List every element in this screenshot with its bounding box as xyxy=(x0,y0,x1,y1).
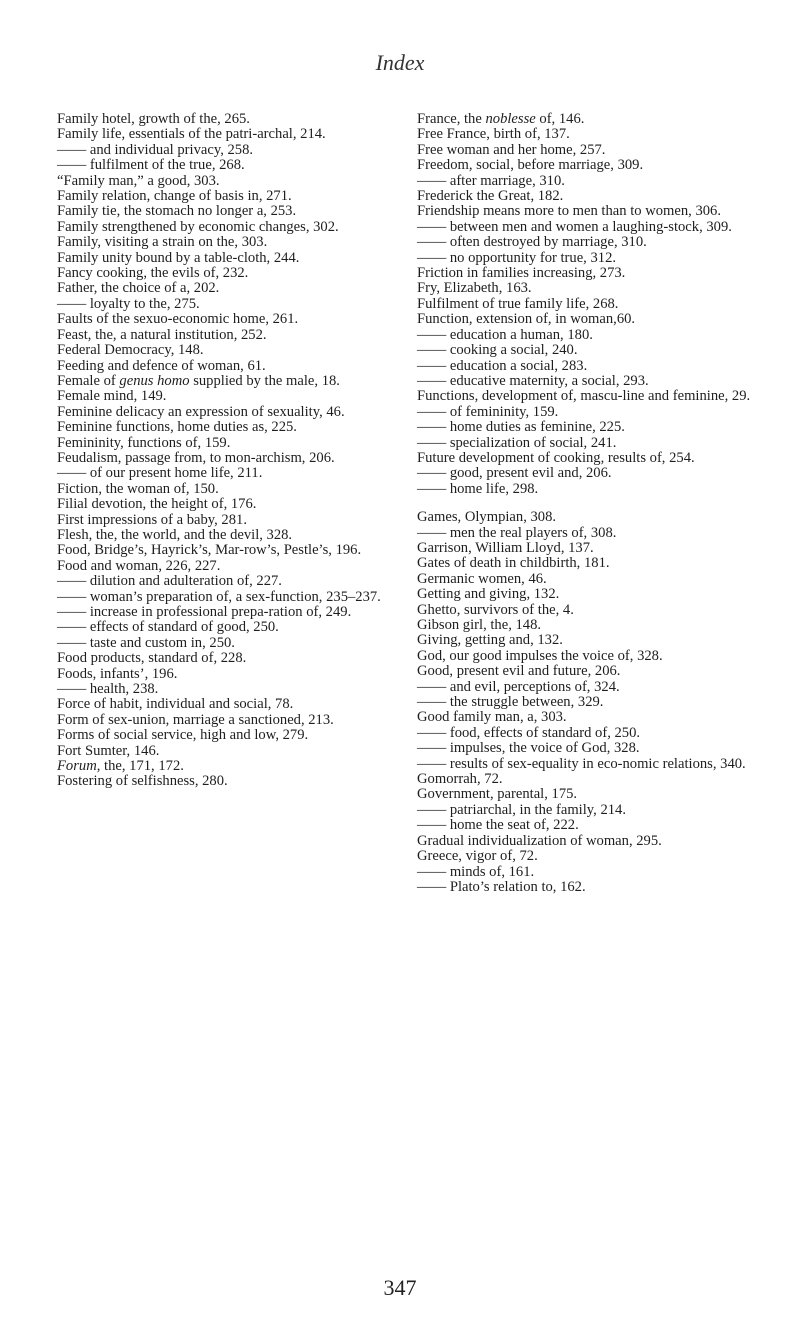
index-entry: Fulfilment of true family life, 268. xyxy=(417,295,619,312)
index-entry: —— education a social, 283. xyxy=(417,357,588,374)
page-header: Index xyxy=(375,50,425,75)
index-entry: —— of femininity, 159. xyxy=(417,403,559,420)
index-entry: —— cooking a social, 240. xyxy=(417,342,578,359)
index-entry: Ghetto, survivors of the, 4. xyxy=(417,601,574,618)
index-entry: —— effects of standard of good, 250. xyxy=(57,619,279,636)
index-entry: —— and individual privacy, 258. xyxy=(57,141,254,158)
index-entry: Feminine delicacy an expression of sexuality, 46. xyxy=(57,403,345,420)
index-entry: Fiction, the woman of, 150. xyxy=(57,480,219,497)
index-entry: —— after marriage, 310. xyxy=(417,172,565,189)
index-entry: —— educative maternity, a social, 293. xyxy=(417,372,649,389)
index-entry: Future development of cooking, results of, 254. xyxy=(417,449,695,466)
index-entry: Family life, essentials of the patri-archal, 214. xyxy=(57,126,326,143)
index-entry: Food products, standard of, 228. xyxy=(57,650,247,667)
index-entry: Family strengthened by economic changes, 302. xyxy=(57,218,339,235)
index-entry: —— patriarchal, in the family, 214. xyxy=(417,801,626,818)
index-entry: Fort Sumter, 146. xyxy=(57,742,160,759)
index-entry: Gates of death in childbirth, 181. xyxy=(417,555,610,572)
index-entry: Gibson girl, the, 148. xyxy=(417,617,542,633)
index-entry: Faults of the sexuo-economic home, 261. xyxy=(57,311,299,328)
index-entry: Food and woman, 226, 227. xyxy=(57,557,221,574)
index-entry: God, our good impulses the voice of, 328. xyxy=(417,647,663,664)
index-entry: Good family man, a, 303. xyxy=(417,709,567,726)
index-entry: Form of sex-union, marriage a sanctioned, 213. xyxy=(57,711,334,728)
index-entry: —— Plato’s relation to, 162. xyxy=(417,878,586,895)
index-entry: —— good, present evil and, 206. xyxy=(417,465,612,482)
index-entry: Feminine functions, home duties as, 225. xyxy=(57,419,297,436)
index-entry: Gomorrah, 72. xyxy=(417,771,503,788)
index-entry: Family hotel, growth of the, 265. xyxy=(57,111,250,127)
index-entry: Free woman and her home, 257. xyxy=(417,141,606,158)
index-entry: Feeding and defence of woman, 61. xyxy=(57,357,266,374)
index-entry: Games, Olympian, 308. xyxy=(417,509,557,526)
index-entry: Functions, development of, mascu-line and feminine, 29. xyxy=(417,388,751,405)
index-entry: Getting and giving, 132. xyxy=(417,586,560,603)
index-entry: —— the struggle between, 329. xyxy=(417,694,604,711)
index-entry: Flesh, the, the world, and the devil, 328. xyxy=(57,526,293,543)
index-entry: Friendship means more to men than to women, 306. xyxy=(417,203,721,220)
index-entry: Food, Bridge’s, Hayrick’s, Mar-row’s, Pestle’s, 196. xyxy=(57,542,362,559)
index-entry: —— minds of, 161. xyxy=(417,863,535,880)
index-entry: Friction in families increasing, 273. xyxy=(417,265,626,282)
index-entry: First impressions of a baby, 281. xyxy=(57,511,247,528)
index-entry: —— health, 238. xyxy=(57,681,159,698)
index-entry: Freedom, social, before marriage, 309. xyxy=(417,157,644,174)
index-entry: —— dilution and adulteration of, 227. xyxy=(57,573,282,590)
index-entry: France, the noblesse of, 146. xyxy=(417,111,585,127)
index-entry: —— taste and custom in, 250. xyxy=(57,634,235,651)
index-entry: Family unity bound by a table-cloth, 244. xyxy=(57,249,300,266)
index-entry: Family tie, the stomach no longer a, 253. xyxy=(57,203,297,220)
page-number: 347 xyxy=(383,1275,417,1300)
index-entry: —— specialization of social, 241. xyxy=(417,434,617,451)
index-entry: Feudalism, passage from, to mon-archism, 206. xyxy=(57,449,335,466)
index-entry: Garrison, William Lloyd, 137. xyxy=(417,539,594,556)
index-entry: —— fulfilment of the true, 268. xyxy=(57,157,245,174)
index-entry: —— increase in professional prepa-ration of, 249. xyxy=(57,604,352,620)
index-entry: Female of genus homo supplied by the male, 18. xyxy=(57,372,340,389)
index-entry: Giving, getting and, 132. xyxy=(417,632,563,649)
index-entry: Fostering of selfishness, 280. xyxy=(57,773,228,790)
index-entry: —— education a human, 180. xyxy=(417,326,593,343)
index-entry: Gradual individualization of woman, 295. xyxy=(417,832,662,849)
index-entry: Free France, birth of, 137. xyxy=(417,126,570,143)
index-entry: Force of habit, individual and social, 78. xyxy=(57,696,294,713)
index-entry: Feast, the, a natural institution, 252. xyxy=(57,326,267,343)
index-entry: Female mind, 149. xyxy=(57,388,167,405)
index-entry: Forum, the, 171, 172. xyxy=(57,758,184,775)
index-entry: —— food, effects of standard of, 250. xyxy=(417,724,641,741)
index-entry: —— and evil, perceptions of, 324. xyxy=(417,678,620,695)
index-entry: —— home the seat of, 222. xyxy=(417,817,579,834)
index-entry: —— home life, 298. xyxy=(417,480,539,497)
index-entry: —— woman’s preparation of, a sex-function, 235–237. xyxy=(57,588,381,605)
index-entry: Good, present evil and future, 206. xyxy=(417,663,621,680)
index-entry: Government, parental, 175. xyxy=(417,786,578,803)
index-entry: —— loyalty to the, 275. xyxy=(57,295,200,312)
index-entry: Forms of social service, high and low, 279. xyxy=(57,727,309,744)
index-entry: —— often destroyed by marriage, 310. xyxy=(417,234,647,251)
index-entry: Foods, infants’, 196. xyxy=(57,665,178,682)
index-entry: Femininity, functions of, 159. xyxy=(57,434,231,451)
index-entry: Fry, Elizabeth, 163. xyxy=(417,280,532,297)
index-entry: —— between men and women a laughing-stock, 309. xyxy=(417,218,732,235)
index-entry: Frederick the Great, 182. xyxy=(417,188,564,205)
index-entry: —— men the real players of, 308. xyxy=(417,524,617,541)
index-entry: Fancy cooking, the evils of, 232. xyxy=(57,265,249,282)
index-entry: —— of our present home life, 211. xyxy=(57,465,263,482)
index-column-left xyxy=(57,112,415,790)
index-entry: —— results of sex-equality in eco-nomic relations, 340. xyxy=(417,755,746,772)
index-entry: Greece, vigor of, 72. xyxy=(417,848,538,865)
index-entry: —— home duties as feminine, 225. xyxy=(417,419,625,436)
index-entry: —— no opportunity for true, 312. xyxy=(417,249,617,266)
index-entry: “Family man,” a good, 303. xyxy=(57,172,220,189)
index-entry: Father, the choice of a, 202. xyxy=(57,280,220,297)
index-entry: Family relation, change of basis in, 271. xyxy=(57,188,292,205)
index-entry: Federal Democracy, 148. xyxy=(57,342,204,359)
index-column-right xyxy=(417,112,775,895)
index-entry: Family, visiting a strain on the, 303. xyxy=(57,234,268,251)
index-entry: Filial devotion, the height of, 176. xyxy=(57,496,257,513)
index-entry: Function, extension of, in woman,60. xyxy=(417,311,636,328)
index-entry: —— impulses, the voice of God, 328. xyxy=(417,740,640,757)
index-entry: Germanic women, 46. xyxy=(417,570,547,587)
